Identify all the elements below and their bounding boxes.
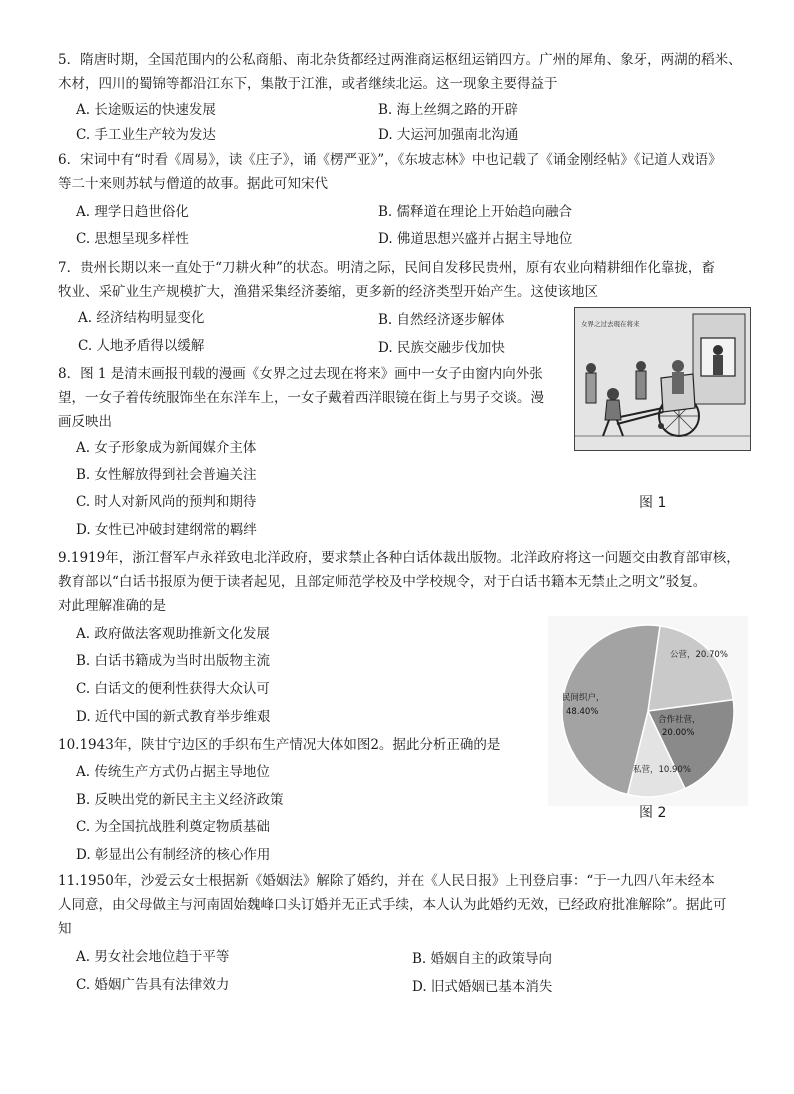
pie-label-minjian-name: 民间织户， xyxy=(562,693,605,703)
pie-label-hezuo-value: 20.00% xyxy=(662,728,695,738)
q9-stem-line2: 教育部以“白话书报原为便于读者起见，且部定师范学校及中学校规令，对于白话书籍本无禁止之明文”驳复。 xyxy=(58,574,707,590)
q6-stem-line2: 等二十来则苏轼与僧道的故事。据此可知宋代 xyxy=(58,176,328,192)
q11-stem-line1: 11.1950年，沙爱云女士根据新《婚姻法》解除了婚约，并在《人民日报》上刊登启事：“于一九四八年未经本 xyxy=(58,873,715,889)
q11-option-b: B. 婚姻自主的政策导向 xyxy=(412,951,553,967)
q11-option-d: D. 旧式婚姻已基本消失 xyxy=(412,979,553,995)
q7-option-d: D. 民族交融步伐加快 xyxy=(378,340,505,356)
q9-option-b: B. 白话书籍成为当时出版物主流 xyxy=(76,653,271,669)
q5-option-d: D. 大运河加强南北沟通 xyxy=(378,127,519,143)
figure-2-pie-chart xyxy=(548,616,748,806)
q7-option-a: A. 经济结构明显变化 xyxy=(78,310,205,326)
pie-label-hezuo-name: 合作社营， xyxy=(658,715,701,725)
q7-option-c: C. 人地矛盾得以缓解 xyxy=(78,338,205,354)
q8-stem-line1: 8．图 1 是清末画报刊载的漫画《女界之过去现在将来》画中一女子由窗内向外张 xyxy=(58,366,543,382)
q6-option-a: A. 理学日趋世俗化 xyxy=(76,204,189,220)
figure-1-caption: 图 1 xyxy=(639,495,667,511)
q9-option-d: D. 近代中国的新式教育举步维艰 xyxy=(76,709,271,725)
q7-option-b: B. 自然经济逐步解体 xyxy=(378,312,505,328)
q7-stem-line1: 7．贵州长期以来一直处于“刀耕火种”的状态。明清之际，民间自发移民贵州，原有农业向精耕细作化靠拢，畜 xyxy=(58,260,715,276)
q11-stem-line2: 人同意，由父母做主与河南固始魏峰口头订婚并无正式手续，本人认为此婚约无效，已经政府批准解除”。据此可 xyxy=(58,897,727,913)
q7-stem-line2: 牧业、采矿业生产规模扩大，渔猎采集经济萎缩，更多新的经济类型开始产生。这使该地区 xyxy=(58,284,598,300)
figure-1-cartoon xyxy=(574,307,751,451)
q10-option-a: A. 传统生产方式仍占据主导地位 xyxy=(76,764,270,780)
q8-option-d: D. 女性已冲破封建纲常的羁绊 xyxy=(76,522,257,538)
q11-option-c: C. 婚姻广告具有法律效力 xyxy=(76,977,230,993)
q8-stem-line3: 画反映出 xyxy=(58,414,112,430)
q8-option-b: B. 女性解放得到社会普遍关注 xyxy=(76,467,257,483)
q10-option-b: B. 反映出党的新民主主义经济政策 xyxy=(76,792,284,808)
q5-option-c: C. 手工业生产较为发达 xyxy=(76,127,216,143)
cartoon-inscription: 女界之过去現在将来 xyxy=(581,320,640,328)
q11-stem-line3: 知 xyxy=(58,921,72,937)
q9-option-c: C. 白话文的便利性获得大众认可 xyxy=(76,681,270,697)
q10-stem: 10.1943年，陕甘宁边区的手织布生产情况大体如图2。据此分析正确的是 xyxy=(58,737,501,753)
q5-stem-line1: 5．隋唐时期，全国范围内的公私商船、南北杂货都经过两淮商运枢纽运销四方。广州的犀角、象牙，两湖的稻米、 xyxy=(58,52,742,68)
q8-option-c: C. 时人对新风尚的预判和期待 xyxy=(76,494,257,510)
q5-stem-line2: 木材，四川的蜀锦等都沿江东下，集散于江淮，或者继续北运。这一现象主要得益于 xyxy=(58,76,558,92)
pie-label-siying: 私营，10.90% xyxy=(633,765,691,775)
q9-option-a: A. 政府做法客观助推新文化发展 xyxy=(76,626,270,642)
pie-label-gongying: 公营，20.70% xyxy=(670,650,728,660)
pie-label-minjian-value: 48.40% xyxy=(566,707,599,717)
q11-option-a: A. 男女社会地位趋于平等 xyxy=(76,949,230,965)
cartoon-illustration xyxy=(575,308,750,450)
pie-chart-svg xyxy=(548,616,748,806)
pie-slice-0 xyxy=(648,626,733,711)
q6-option-c: C. 思想呈现多样性 xyxy=(76,231,189,247)
q9-stem-line1: 9.1919年，浙江督军卢永祥致电北洋政府，要求禁止各种白话体裁出版物。北洋政府将这一问题交由教育部审核， xyxy=(58,550,740,566)
q5-option-b: B. 海上丝绸之路的开辟 xyxy=(378,102,519,118)
q9-stem-line3: 对此理解准确的是 xyxy=(58,598,166,614)
q8-stem-line2: 望，一女子着传统服饰坐在东洋车上，一女子戴着西洋眼镜在街上与男子交谈。漫 xyxy=(58,390,544,406)
q6-option-b: B. 儒释道在理论上开始趋向融合 xyxy=(378,204,573,220)
figure-2-caption: 图 2 xyxy=(639,805,667,821)
q8-option-a: A. 女子形象成为新闻媒介主体 xyxy=(76,440,257,456)
q10-option-d: D. 彰显出公有制经济的核心作用 xyxy=(76,847,271,863)
q6-option-d: D. 佛道思想兴盛并占据主导地位 xyxy=(378,231,573,247)
q10-option-c: C. 为全国抗战胜利奠定物质基础 xyxy=(76,819,270,835)
q5-option-a: A. 长途贩运的快速发展 xyxy=(76,102,216,118)
q6-stem-line1: 6．宋词中有“时看《周易》，读《庄子》，诵《楞严亚》”，《东坡志林》中也记载了《诵金刚经帖》《记道人戏语》 xyxy=(58,152,722,168)
